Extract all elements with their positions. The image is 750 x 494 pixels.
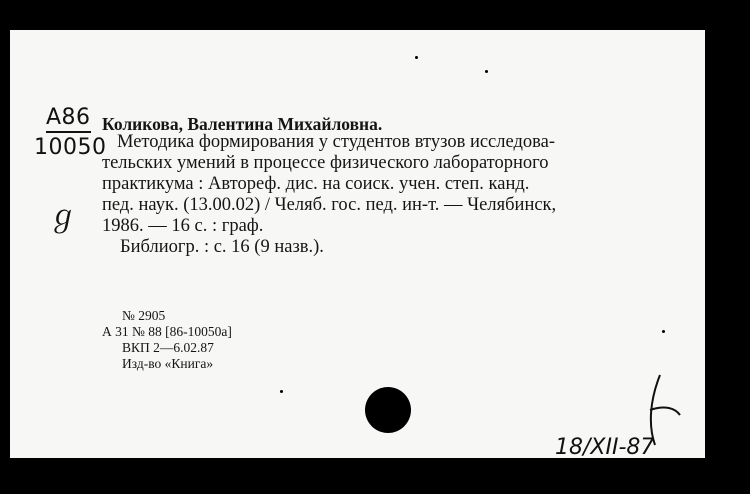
description-line-2: тельских умений в процессе физического лабораторного: [102, 153, 549, 173]
meta-line-1: № 2905: [122, 308, 166, 323]
call-number-line-2: 10050: [34, 135, 107, 160]
margin-mark: ℊ: [48, 199, 79, 234]
meta-line-4: Изд-во «Книга»: [122, 356, 214, 371]
description-line-1: Методика формирования у студентов втузов исследова-: [117, 132, 555, 152]
description-line-5: 1986. — 16 с. : граф.: [102, 216, 264, 236]
description-line-4: пед. наук. (13.00.02) / Челяб. гос. пед. ин-т. — Челябинск,: [102, 195, 557, 215]
bibliography-note: Библиогр. : с. 16 (9 назв.).: [120, 237, 324, 257]
meta-line-2: А 31 № 88 [86-10050а]: [102, 324, 232, 339]
speck: [280, 390, 283, 393]
handwritten-date-note: 18/XII-87: [555, 435, 655, 458]
author-name: Коликова, Валентина Михайловна.: [102, 114, 383, 134]
speck: [485, 70, 488, 73]
handwritten-flourish: [630, 370, 690, 450]
catalog-card: [10, 30, 705, 458]
meta-line-3: ВКП 2—6.02.87: [122, 340, 214, 355]
punch-hole: [365, 387, 411, 433]
call-number-line-1: А86: [46, 105, 91, 133]
speck: [662, 330, 665, 333]
description-line-3: практикума : Автореф. дис. на соиск. учен. степ. канд.: [102, 174, 530, 194]
speck: [415, 56, 418, 59]
